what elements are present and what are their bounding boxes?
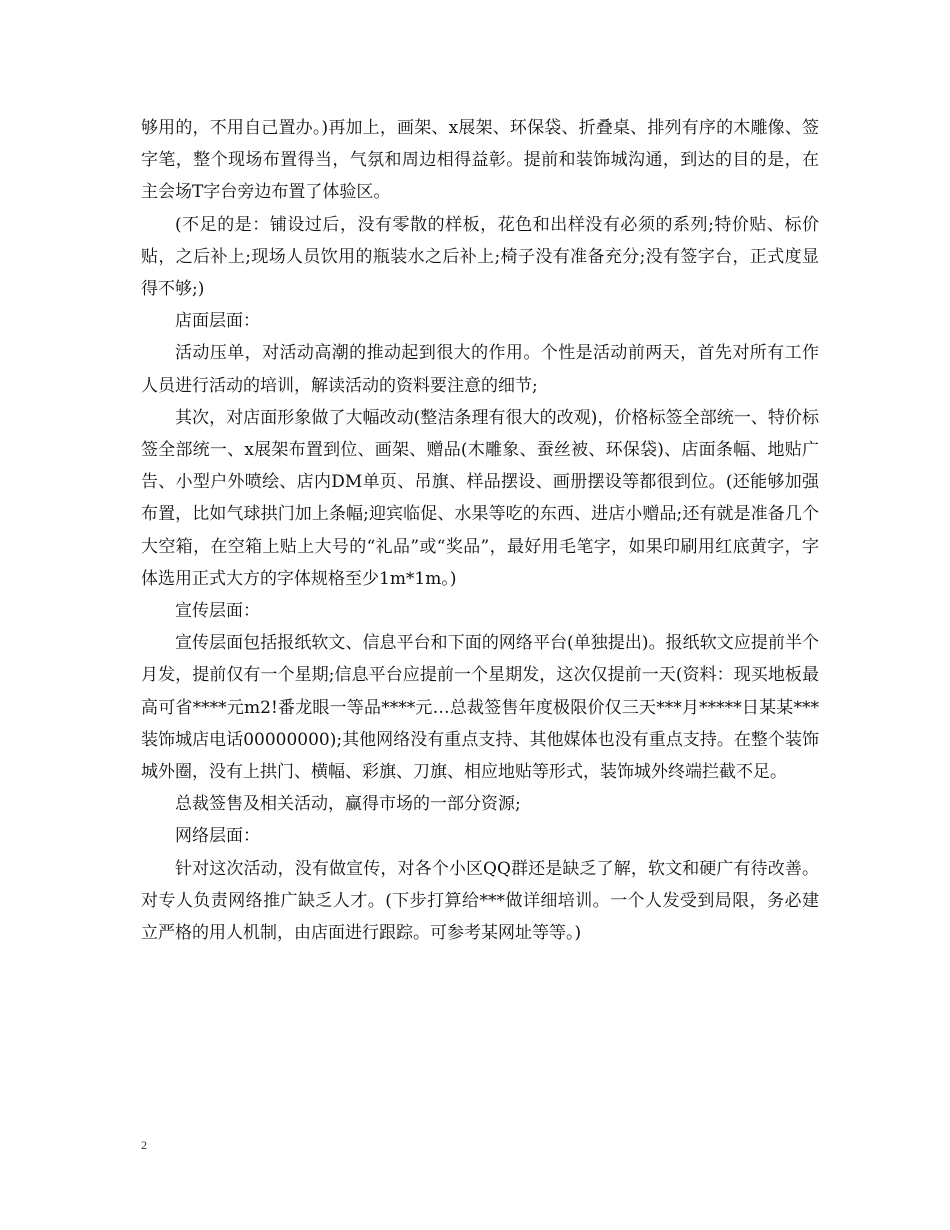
section-heading: 宣传层面：	[175, 601, 260, 622]
paragraph: 活动压单，对活动高潮的推动起到很大的作用。个性是活动前两天，首先对所有工作人员进行活动的培训，解读活动的资料要注意的细节;	[141, 343, 819, 396]
paragraph: 针对这次活动，没有做宣传，对各个小区QQ群还是缺乏了解，软文和硬广有待改善。对专人负责网络推广缺乏人才。(下步打算给***做详细培训。一个人发受到局限，务必建立严格的用人机制，由店面进行跟踪。可参考某网址等等。)	[141, 858, 819, 944]
paragraph: 宣传层面包括报纸软文、信息平台和下面的网络平台(单独提出)。报纸软文应提前半个月发，提前仅有一个星期;信息平台应提前一个星期发，这次仅提前一天(资料：现买地板最高可省****元m2!番龙眼一等品****元…总裁签售年度极限价仅三天***月*****日某某***装饰城店电话00000000);其他网络没有重点支持、其他媒体也没有重点支持。在整个装饰城外圈，没有上拱门、横幅、彩旗、刀旗、相应地贴等形式，装饰城外终端拦截不足。	[141, 633, 819, 783]
page-number: 2	[141, 1138, 147, 1152]
section-heading: 网络层面：	[175, 826, 260, 847]
paragraph: (不足的是：铺设过后，没有零散的样板，花色和出样没有必须的系列;特价贴、标价贴，之后补上;现场人员饮用的瓶装水之后补上;椅子没有准备充分;没有签字台，正式度显得不够;)	[141, 214, 819, 300]
paragraph: 够用的，不用自己置办。)再加上，画架、x展架、环保袋、折叠桌、排列有序的木雕像、签字笔，整个现场布置得当，气氛和周边相得益彰。提前和装饰城沟通，到达的目的是，在主会场T字台旁边布置了体验区。	[141, 118, 819, 203]
paragraph: 其次，对店面形象做了大幅改动(整洁条理有很大的改观)，价格标签全部统一、特价标签全部统一、x展架布置到位、画架、赠品(木雕象、蚕丝被、环保袋)、店面条幅、地贴广告、小型户外喷绘、店内DM单页、吊旗、样品摆设、画册摆设等都很到位。(还能够加强布置，比如气球拱门加上条幅;迎宾临促、水果等吃的东西、进店小赠品;还有就是准备几个大空箱，在空箱上贴上大号的“礼品”或“奖品”，最好用毛笔字，如果印刷用红底黄字，字体选用正式大方的字体规格至少1m*1m。)	[141, 407, 819, 589]
document-body	[141, 112, 819, 949]
section-heading: 店面层面：	[175, 311, 260, 332]
paragraph: 总裁签售及相关活动，赢得市场的一部分资源;	[175, 794, 521, 815]
